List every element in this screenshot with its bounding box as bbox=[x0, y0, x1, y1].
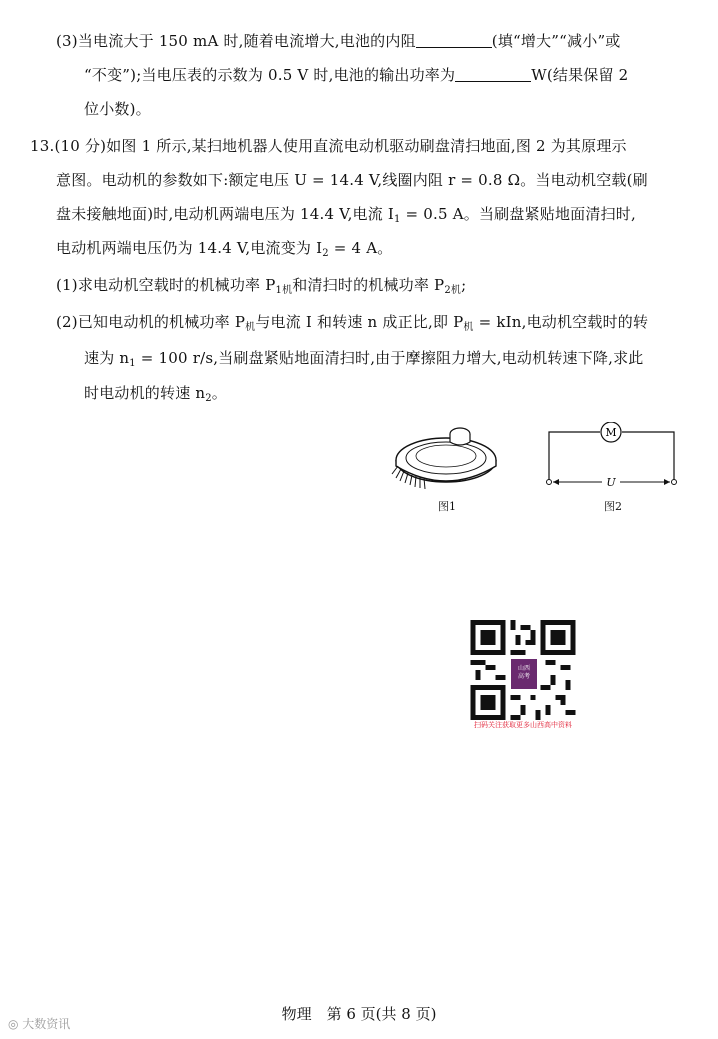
q13-text: = kIn,电动机空载时的转 bbox=[473, 313, 649, 331]
watermark-icon: ◎ bbox=[8, 1017, 23, 1031]
qr-caption: 扫码关注获取更多山西高中资料 bbox=[474, 721, 572, 729]
circuit-diagram bbox=[544, 422, 680, 488]
answer-blank-resistance bbox=[416, 33, 492, 48]
q12-part3-line3: 位小数)。 bbox=[84, 100, 151, 118]
q13-text: (2)已知电动机的机械功率 P bbox=[56, 313, 246, 331]
voltage-label: U bbox=[606, 476, 616, 488]
q12-part3-text: (填“增大”“减小”或 bbox=[491, 32, 621, 50]
q13-text: 速为 n bbox=[84, 349, 130, 367]
q12-part3-line2 bbox=[84, 65, 628, 85]
q13-line4 bbox=[56, 238, 392, 258]
q13-text: ; bbox=[461, 276, 467, 294]
q13-line3 bbox=[56, 204, 636, 224]
figure2-caption: 图2 bbox=[604, 500, 622, 513]
subscript: 机 bbox=[463, 322, 474, 333]
q12-part3-text: (3)当电流大于 150 mA 时,随着电流增大,电池的内阻 bbox=[56, 32, 416, 50]
watermark-text: 大数资讯 bbox=[22, 1017, 71, 1031]
subscript: 1机 bbox=[275, 285, 293, 296]
q13-text: 时电动机的转速 n bbox=[84, 384, 206, 402]
subscript: 2 bbox=[205, 393, 212, 404]
q13-text: = 0.5 A。当刷盘紧贴地面清扫时, bbox=[400, 205, 636, 223]
q13-line1: 13.(10 分)如图 1 所示,某扫地机器人使用直流电动机驱动刷盘清扫地面,图 2 为其原理示 bbox=[30, 137, 627, 155]
motor-label: M bbox=[605, 426, 617, 439]
qr-brand-badge: 山西 高考 bbox=[511, 659, 537, 689]
q13-text: 和清扫时的机械功率 P bbox=[292, 276, 445, 294]
q13-text: = 4 A。 bbox=[328, 239, 393, 257]
subscript: 2 bbox=[322, 248, 329, 259]
q12-part3-text: W(结果保留 2 bbox=[531, 66, 629, 84]
q13-text: 盘未接触地面)时,电动机两端电压为 14.4 V,电流 I bbox=[56, 205, 395, 223]
qr-code-block[interactable] bbox=[470, 620, 576, 729]
q13-text: (1)求电动机空载时的机械功率 P bbox=[56, 276, 276, 294]
subscript: 2机 bbox=[444, 285, 462, 296]
figure1-caption: 图1 bbox=[438, 500, 456, 513]
q13-text: 电动机两端电压仍为 14.4 V,电流变为 I bbox=[56, 239, 323, 257]
q13-text: 。 bbox=[211, 384, 227, 402]
q13-part2-line2 bbox=[84, 348, 644, 368]
q12-part3-text: “不变”);当电压表的示数为 0.5 V 时,电池的输出功率为 bbox=[84, 66, 456, 84]
q13-part2-line3 bbox=[84, 383, 227, 403]
q13-line2: 意图。电动机的参数如下:额定电压 U = 14.4 V,线圈内阻 r = 0.8 Ω。当电动机空载(刷 bbox=[56, 171, 648, 189]
subscript: 1 bbox=[394, 214, 401, 225]
page-footer: 物理 第 6 页(共 8 页) bbox=[281, 1005, 437, 1023]
q13-part2-line1 bbox=[56, 312, 648, 332]
subscript: 机 bbox=[245, 322, 256, 333]
subscript: 1 bbox=[129, 358, 136, 369]
answer-blank-power bbox=[455, 67, 531, 82]
q13-text: 与电流 I 和转速 n 成正比,即 P bbox=[255, 313, 464, 331]
q13-text: = 100 r/s,当刷盘紧贴地面清扫时,由于摩擦阻力增大,电动机转速下降,求此 bbox=[135, 349, 644, 367]
watermark-logo bbox=[8, 1015, 70, 1032]
q13-part1 bbox=[56, 275, 466, 295]
q12-part3-line1 bbox=[56, 31, 621, 51]
robot-vacuum-figure bbox=[390, 414, 502, 496]
